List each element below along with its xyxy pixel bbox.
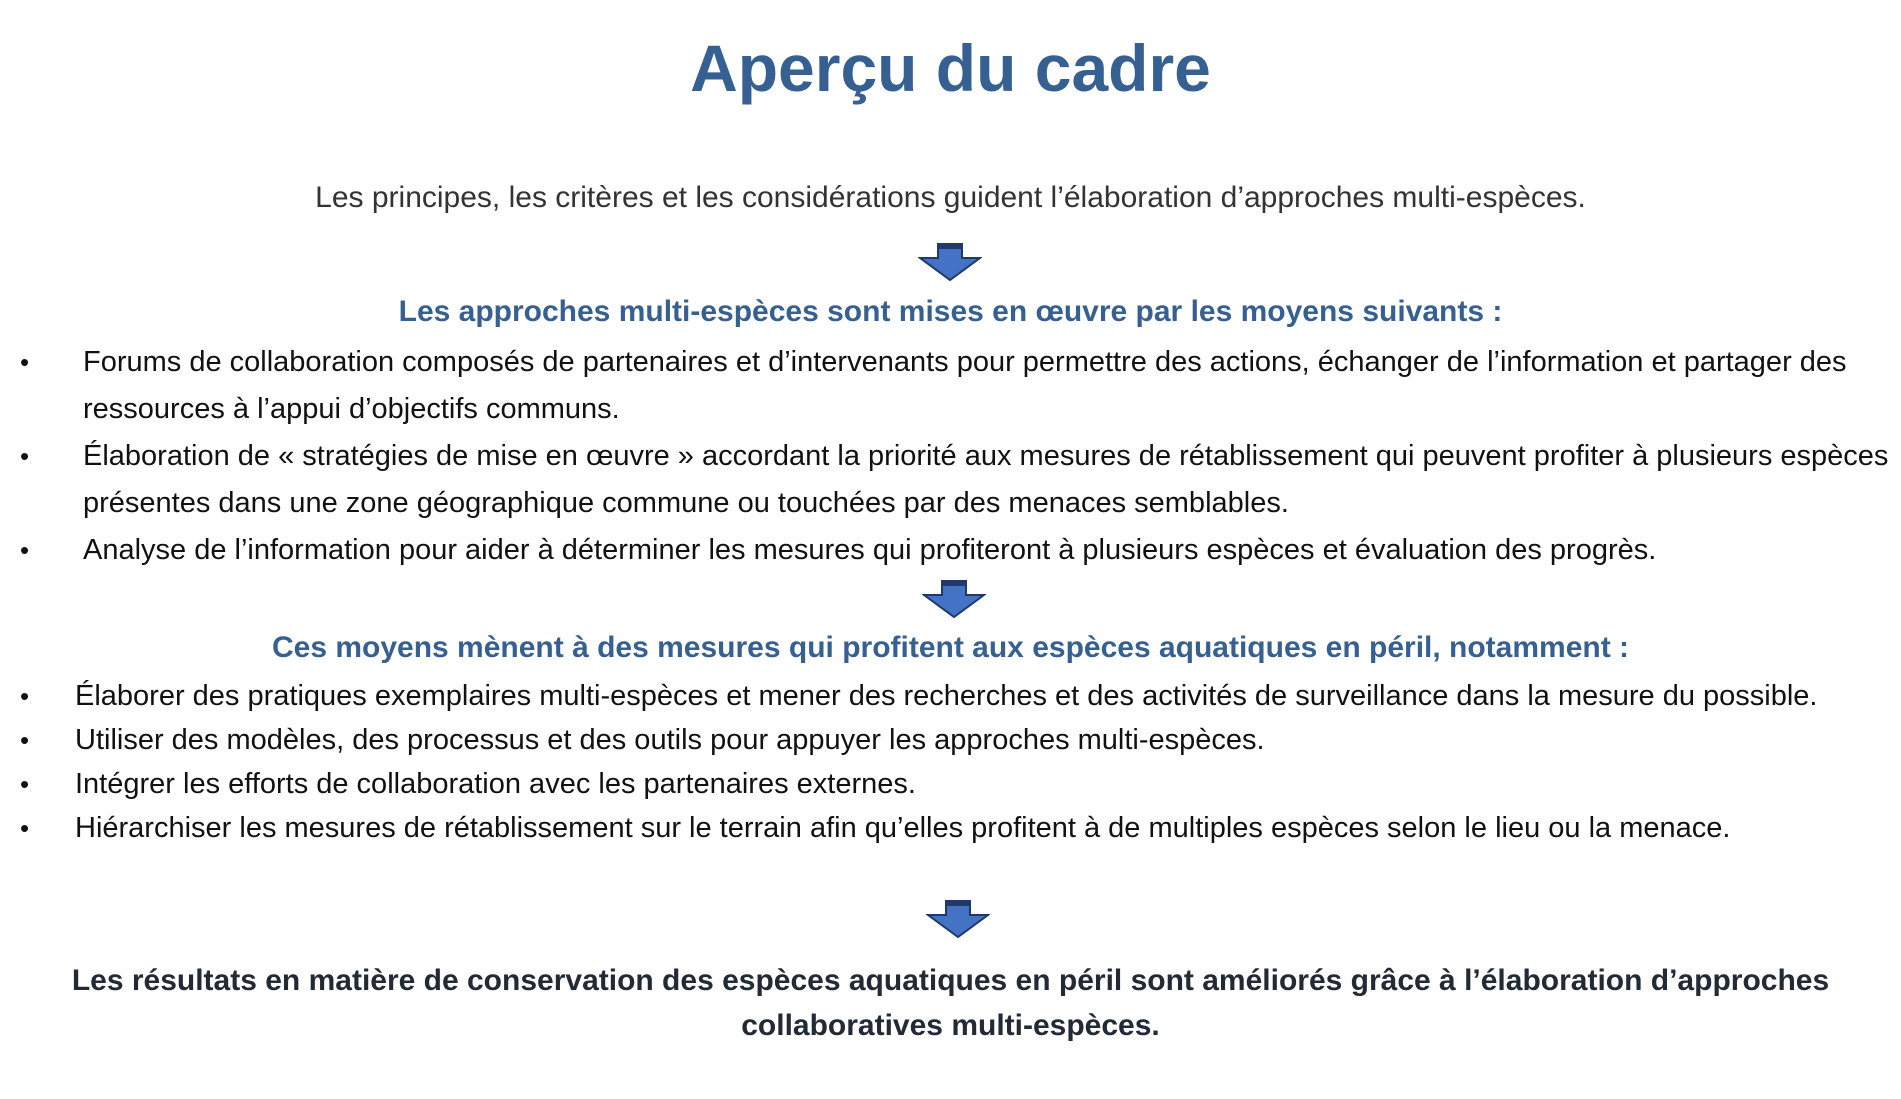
- list-item: [0, 806, 1890, 850]
- list-item: [0, 718, 1890, 762]
- down-arrow-icon: [918, 242, 982, 282]
- list-item: [0, 762, 1890, 806]
- bullet: •: [20, 347, 30, 377]
- list-item-text: Élaborer des pratiques exemplaires multi-espèces et mener des recherches et des activités de surveillance dans la mesure du possible.: [75, 680, 1818, 712]
- list-item: [0, 674, 1890, 718]
- section1-heading: Les approches multi-espèces sont mises en œuvre par les moyens suivants :: [398, 295, 1503, 328]
- bullet: •: [20, 769, 30, 799]
- bullet: •: [20, 725, 30, 755]
- section2-heading: Ces moyens mènent à des mesures qui profitent aux espèces aquatiques en péril, notamment :: [271, 631, 1630, 664]
- page-title: Aperçu du cadre: [690, 31, 1211, 105]
- bullet: •: [20, 441, 30, 471]
- list-item-text: Utiliser des modèles, des processus et des outils pour appuyer les approches multi-espèces.: [75, 724, 1265, 756]
- bullet: •: [20, 681, 30, 711]
- down-arrow-icon: [922, 579, 986, 619]
- list-item: [0, 433, 1890, 527]
- measures-list: [0, 674, 1890, 850]
- list-item: [0, 527, 1890, 574]
- intro-statement: Les principes, les critères et les considérations guident l’élaboration d’approches multi-espèces.: [315, 181, 1586, 214]
- outcome-statement: Les résultats en matière de conservation des espèces aquatiques en péril sont améliorés grâce à l’élaboration d’approches collaboratives multi-espèces.: [71, 964, 1830, 1042]
- list-item: [0, 339, 1890, 433]
- down-arrow-icon: [926, 899, 990, 939]
- list-item-text: Forums de collaboration composés de partenaires et d’intervenants pour permettre des actions, échanger de l’information et partager des ressources à l’appui d’objectifs communs.: [83, 346, 1847, 425]
- list-item-text: Analyse de l’information pour aider à déterminer les mesures qui profiteront à plusieurs espèces et évaluation des progrès.: [83, 534, 1657, 566]
- bullet: •: [20, 535, 30, 565]
- list-item-text: Hiérarchiser les mesures de rétablissement sur le terrain afin qu’elles profitent à de multiples espèces selon le lieu ou la menace.: [75, 812, 1731, 844]
- means-list: [0, 339, 1890, 574]
- bullet: •: [20, 813, 30, 843]
- list-item-text: Élaboration de « stratégies de mise en œuvre » accordant la priorité aux mesures de rétablissement qui peuvent profiter à plusieurs espèces présentes dans une zone géographique commune ou touchées par des menaces semblables.: [83, 440, 1889, 519]
- list-item-text: Intégrer les efforts de collaboration avec les partenaires externes.: [75, 768, 916, 800]
